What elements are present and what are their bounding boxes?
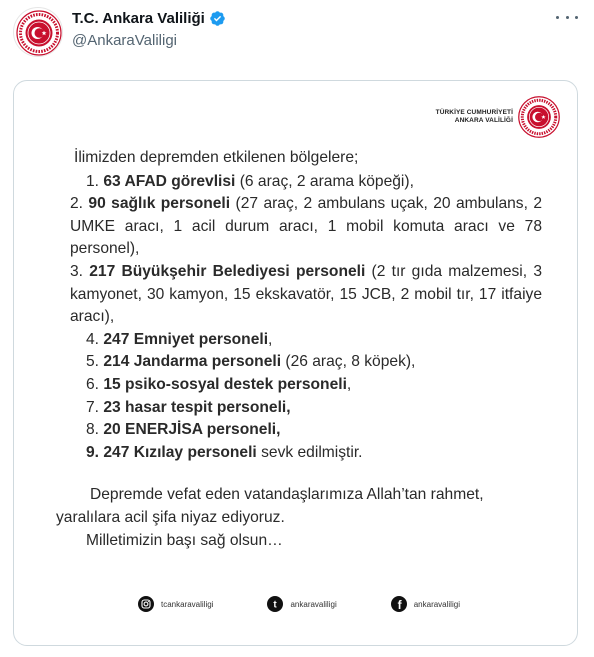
list-item: 2. 90 sağlık personeli (27 araç, 2 ambulans uçak, 20 ambulans, 2 UMKE aracı, 1 acil durum aracı, 1 mobil komuta aracı ve 78 personel), <box>70 195 543 258</box>
closing-message <box>56 484 542 552</box>
ankara-seal-icon <box>14 8 63 57</box>
governorship-logo <box>436 95 561 139</box>
social-instagram[interactable] <box>138 596 213 612</box>
intro-line: İlimizden depremden etkilenen bölgelere; <box>74 149 359 166</box>
verified-badge-icon <box>209 10 226 27</box>
social-label: ankaravaliligi <box>290 599 337 609</box>
closing-line-2: yaralılara acil şifa niyaz ediyoruz. <box>56 508 285 526</box>
social-label: ankaravaliligi <box>413 599 460 609</box>
tweet-header <box>0 0 594 70</box>
social-tumblr[interactable] <box>267 596 336 612</box>
seal-icon <box>517 95 561 139</box>
instagram-icon <box>138 596 154 612</box>
tumblr-icon <box>267 596 283 612</box>
social-facebook[interactable] <box>391 596 460 612</box>
closing-line-1: Depremde vefat eden vatandaşlarımıza Allah’tan rahmet, <box>90 486 484 504</box>
list-item: 1. 63 AFAD görevlisi (6 araç, 2 arama köpeği), <box>86 172 414 190</box>
list-item: 5. 214 Jandarma personeli (26 araç, 8 köpek), <box>86 353 416 371</box>
author-avatar[interactable] <box>13 7 63 57</box>
social-label: tcankaravaliligi <box>161 599 214 609</box>
author-handle[interactable]: @AnkaraValiligi <box>72 32 177 49</box>
list-item: 3. 217 Büyükşehir Belediyesi personeli (2 tır gıda malzemesi, 3 kamyonet, 30 kamyon, 15 ekskavatör, 15 JCB, 2 mobil tır, 17 itfaiye aracı), <box>70 262 542 326</box>
announcement-text <box>56 147 542 552</box>
list-item: 8. 20 ENERJİSA personeli, <box>86 421 281 439</box>
svg-text:f: f <box>397 598 402 612</box>
more-options-icon[interactable] <box>556 8 578 26</box>
facebook-icon <box>391 596 407 612</box>
list-item: 9. 247 Kızılay personeli sevk edilmiştir. <box>86 443 363 461</box>
list-item: 6. 15 psiko-sosyal destek personeli, <box>86 375 352 393</box>
list-item: 4. 247 Emniyet personeli, <box>86 330 273 348</box>
svg-text:t: t <box>273 599 278 611</box>
closing-line-3: Milletimizin başı sağ olsun… <box>86 531 283 549</box>
logo-text <box>436 109 513 125</box>
logo-line-2: ANKARA VALİLİĞİ <box>454 117 513 124</box>
logo-line-1: TÜRKİYE CUMHURİYETİ <box>435 109 513 116</box>
tweet-media-image[interactable] <box>13 80 578 646</box>
author-display-name[interactable]: T.C. Ankara Valiliği <box>72 9 205 27</box>
list-item: 7. 23 hasar tespit personeli, <box>86 398 291 416</box>
social-links <box>138 596 514 612</box>
